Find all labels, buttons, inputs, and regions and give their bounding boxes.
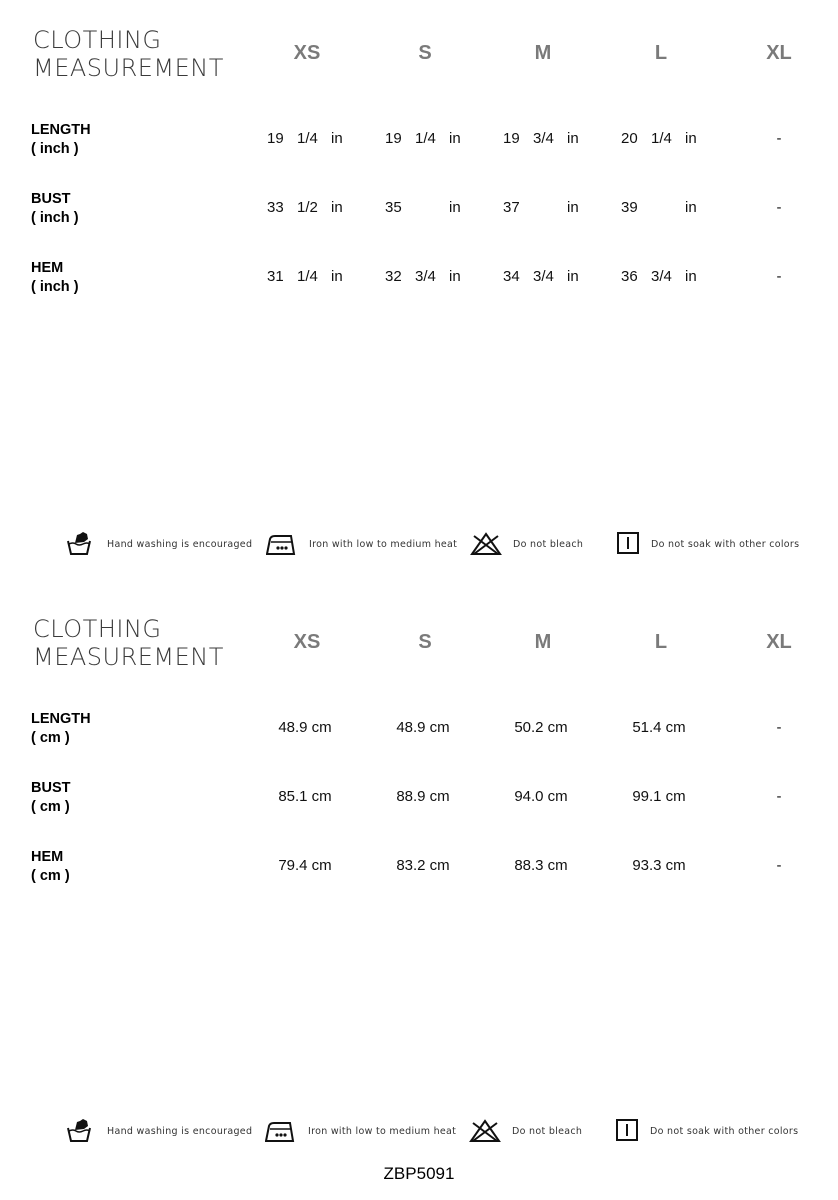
care-text: Do not soak with other colors: [651, 539, 800, 550]
row-name: LENGTH: [31, 122, 91, 138]
bust-l-value: 99.1 cm: [632, 788, 686, 805]
fraction: 1/2: [297, 199, 318, 216]
no-soak-icon: [615, 1117, 639, 1145]
row-unit: ( cm ): [31, 868, 70, 884]
care-text: Do not soak with other colors: [650, 1126, 799, 1137]
hem-m-value: 88.3 cm: [514, 857, 568, 874]
row-label-bust: [31, 190, 79, 228]
whole-number: 37: [503, 199, 520, 216]
whole-number: 35: [385, 199, 402, 216]
whole-number: 32: [385, 268, 402, 285]
unit: in: [685, 130, 697, 147]
care-text: Do not bleach: [513, 539, 584, 550]
unit: in: [449, 268, 461, 285]
section-title: [33, 26, 224, 82]
bust-xl-value: -: [776, 788, 782, 805]
row-name: HEM: [31, 849, 64, 865]
unit: in: [331, 199, 343, 216]
row-unit: ( cm ): [31, 730, 70, 746]
iron-icon: [266, 530, 296, 558]
bust-m-value: 94.0 cm: [514, 788, 568, 805]
hem-s-value: 83.2 cm: [396, 857, 450, 874]
size-header-m: M: [534, 42, 552, 64]
care-instructions: [0, 530, 838, 560]
fraction: 1/4: [651, 130, 672, 147]
care-text: Iron with low to medium heat: [308, 1126, 457, 1137]
no-soak-icon: [616, 530, 640, 558]
hem-xl-value: -: [776, 268, 782, 285]
bust-xl-value: -: [776, 199, 782, 216]
iron-icon: [265, 1117, 295, 1145]
no-bleach-icon: [470, 530, 502, 558]
length-s-value: 48.9 cm: [396, 719, 450, 736]
length-xl-value: -: [776, 719, 782, 736]
row-name: HEM: [31, 260, 64, 276]
no-bleach-icon: [469, 1117, 501, 1145]
unit: in: [567, 268, 579, 285]
size-header-xs: XS: [293, 631, 321, 653]
row-label-bust: [31, 779, 70, 817]
unit: in: [567, 130, 579, 147]
title-line-1: CLOTHING: [33, 615, 162, 643]
length-m-value: 50.2 cm: [514, 719, 568, 736]
length-l-value: 51.4 cm: [632, 719, 686, 736]
size-header-xl: XL: [766, 42, 792, 64]
length-xl-value: -: [776, 130, 782, 147]
fraction: 3/4: [415, 268, 436, 285]
fraction: 3/4: [651, 268, 672, 285]
hem-xs-value: 79.4 cm: [278, 857, 332, 874]
size-header-xl: XL: [766, 631, 792, 653]
size-header-l: L: [654, 631, 668, 653]
care-text: Hand washing is encouraged: [107, 1126, 253, 1137]
fraction: 3/4: [533, 268, 554, 285]
product-code: ZBP5091: [383, 1164, 455, 1183]
size-header-s: S: [418, 42, 432, 64]
unit: in: [331, 130, 343, 147]
whole-number: 20: [621, 130, 638, 147]
hand-wash-icon: [66, 530, 94, 558]
care-text: Hand washing is encouraged: [107, 539, 253, 550]
size-header-xs: XS: [293, 42, 321, 64]
row-label-hem: [31, 848, 70, 886]
unit: in: [685, 268, 697, 285]
length-xs-value: 48.9 cm: [278, 719, 332, 736]
unit: in: [567, 199, 579, 216]
row-unit: ( cm ): [31, 799, 70, 815]
fraction: 1/4: [297, 268, 318, 285]
title-line-2: MEASUREMENT: [33, 643, 224, 671]
unit: in: [331, 268, 343, 285]
whole-number: 36: [621, 268, 638, 285]
unit: in: [449, 130, 461, 147]
hem-l-value: 93.3 cm: [632, 857, 686, 874]
whole-number: 34: [503, 268, 520, 285]
section-title: [33, 615, 224, 671]
whole-number: 33: [267, 199, 284, 216]
row-unit: ( inch ): [31, 279, 79, 295]
whole-number: 19: [503, 130, 520, 147]
title-line-2: MEASUREMENT: [33, 54, 224, 82]
row-name: LENGTH: [31, 711, 91, 727]
fraction: 1/4: [297, 130, 318, 147]
care-text: Do not bleach: [512, 1126, 583, 1137]
row-label-hem: [31, 259, 79, 297]
size-header-s: S: [418, 631, 432, 653]
bust-xs-value: 85.1 cm: [278, 788, 332, 805]
size-header-l: L: [654, 42, 668, 64]
row-label-length: [31, 121, 91, 159]
title-line-1: CLOTHING: [33, 26, 162, 54]
care-instructions: [0, 1117, 838, 1147]
whole-number: 19: [267, 130, 284, 147]
row-unit: ( inch ): [31, 210, 79, 226]
size-header-m: M: [534, 631, 552, 653]
hand-wash-icon: [66, 1117, 94, 1145]
unit: in: [449, 199, 461, 216]
row-name: BUST: [31, 780, 71, 796]
unit: in: [685, 199, 697, 216]
fraction: 3/4: [533, 130, 554, 147]
hem-xl-value: -: [776, 857, 782, 874]
whole-number: 19: [385, 130, 402, 147]
row-name: BUST: [31, 191, 71, 207]
row-unit: ( inch ): [31, 141, 79, 157]
row-label-length: [31, 710, 91, 748]
fraction: 1/4: [415, 130, 436, 147]
whole-number: 31: [267, 268, 284, 285]
bust-s-value: 88.9 cm: [396, 788, 450, 805]
whole-number: 39: [621, 199, 638, 216]
care-text: Iron with low to medium heat: [309, 539, 458, 550]
